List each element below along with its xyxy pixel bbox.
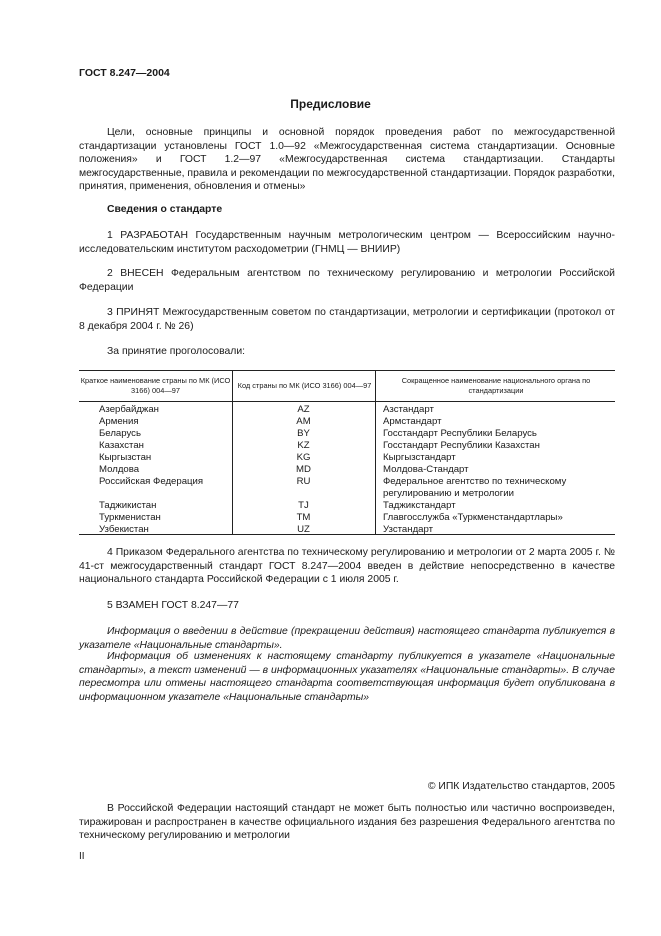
table-row (79, 500, 615, 512)
cell-org: Узстандарт (383, 524, 434, 535)
cell-code: TJ (298, 500, 309, 511)
table-row (79, 404, 615, 416)
cell-org: Таджикстандарт (383, 500, 456, 511)
item-order: 4 Приказом Федерального агентства по техническому регулированию и метрологии от 2 марта 2005 г. № 41-ст межгосударственный стандарт ГОСТ 8.247—2004 введен в действие непосредственно в качестве национального стандарта Российской Федерации с 1 июля 2005 г. (79, 547, 615, 586)
table-row (79, 464, 615, 476)
item-developed: 1 РАЗРАБОТАН Государственным научным метрологическим центром — Всероссийским научно-исследовательским институтом расходометрии (ГНМЦ — ВНИИР) (79, 230, 615, 255)
cell-code: BY (297, 428, 310, 439)
cell-country: Азербайджан (99, 404, 159, 415)
header-country: Краткое наименование страны по МК (ИСО 3166) 004—97 (80, 376, 231, 395)
table-row (79, 476, 615, 500)
table-row (79, 440, 615, 452)
table-header (79, 371, 615, 402)
table-row (79, 428, 615, 440)
rights-notice: В Российской Федерации настоящий стандарт не может быть полностью или частично воспроизведен, тиражирован и распространен в качестве официального издания без разрешения Федерального агентства по техническому регулированию и метрологии (79, 803, 615, 842)
cell-country: Туркменистан (99, 512, 161, 523)
item-adopted: 3 ПРИНЯТ Межгосударственным советом по стандартизации, метрологии и сертификации (протокол от 8 декабря 2004 г. № 26) (79, 307, 615, 332)
standard-code-header: ГОСТ 8.247—2004 (79, 67, 170, 79)
cell-code: UZ (297, 524, 310, 535)
voting-table (79, 370, 615, 535)
header-org: Сокращенное наименование национального органа по стандартизации (375, 371, 616, 401)
voted-label: За принятие проголосовали: (107, 346, 246, 357)
cell-org: Азстандарт (383, 404, 434, 415)
item-replaces: 5 ВЗАМЕН ГОСТ 8.247—77 (107, 600, 239, 611)
cell-country: Узбекистан (99, 524, 149, 535)
section-heading: Сведения о стандарте (107, 204, 223, 215)
page-number: II (79, 851, 85, 862)
cell-code: KG (296, 452, 311, 463)
table-row (79, 512, 615, 524)
cell-country: Казахстан (99, 440, 144, 451)
info-introduction: Информация о введении в действие (прекращении действия) настоящего стандарта публикуется в указателе «Национальные стандарты». (79, 626, 615, 651)
table-row (79, 416, 615, 428)
cell-code: KZ (297, 440, 310, 451)
cell-org: Молдова-Стандарт (383, 464, 469, 475)
cell-org: Госстандарт Республики Беларусь (383, 428, 537, 439)
cell-code: AM (296, 416, 311, 427)
cell-country: Таджикистан (99, 500, 157, 511)
cell-code: TM (296, 512, 311, 523)
copyright-line: © ИПК Издательство стандартов, 2005 (427, 781, 615, 792)
cell-org: Кыргызстандарт (383, 452, 456, 463)
cell-code: AZ (297, 404, 310, 415)
table-row (79, 452, 615, 464)
cell-country: Беларусь (99, 428, 141, 439)
table-row (79, 524, 615, 536)
cell-org: Армстандарт (383, 416, 442, 427)
page-title: Предисловие (290, 97, 371, 111)
table-body (79, 404, 615, 536)
cell-code: MD (296, 464, 311, 475)
cell-country: Армения (99, 416, 139, 427)
cell-org: Главгосслужба «Туркменстандартлары» (383, 512, 563, 523)
cell-org: Федеральное агентство по техническому регулированию и метрологии (383, 476, 567, 499)
cell-code: RU (296, 476, 311, 487)
intro-paragraph: Цели, основные принципы и основной порядок проведения работ по межгосударственной стандартизации установлены ГОСТ 1.0—92 «Межгосударственная система стандартизации. Основные положения» и ГОСТ 1.2—97 «Межгосударственная система стандартизации. Стандарты межгосударственные, правила и рекомендации по межгосударственной стандартизации. Порядок разработки, принятия, применения, обновления и отмены» (79, 127, 615, 193)
item-submitted: 2 ВНЕСЕН Федеральным агентством по техническому регулированию и метрологии Российской Федерации (79, 268, 615, 293)
cell-org: Госстандарт Республики Казахстан (383, 440, 540, 451)
info-changes: Информация об изменениях к настоящему стандарту публикуется в указателе «Национальные стандарты», а текст изменений — в информационных указателях «Национальные стандарты». В случае пересмотра или отмены настоящего стандарта соответствующая информация будет опубликована в информационном указателе «Национальные стандарты» (79, 651, 615, 703)
header-code: Код страны по МК (ИСО 3166) 004—97 (232, 371, 376, 401)
cell-country: Российская Федерация (99, 476, 204, 487)
cell-country: Кыргызстан (99, 452, 152, 463)
cell-country: Молдова (99, 464, 140, 475)
